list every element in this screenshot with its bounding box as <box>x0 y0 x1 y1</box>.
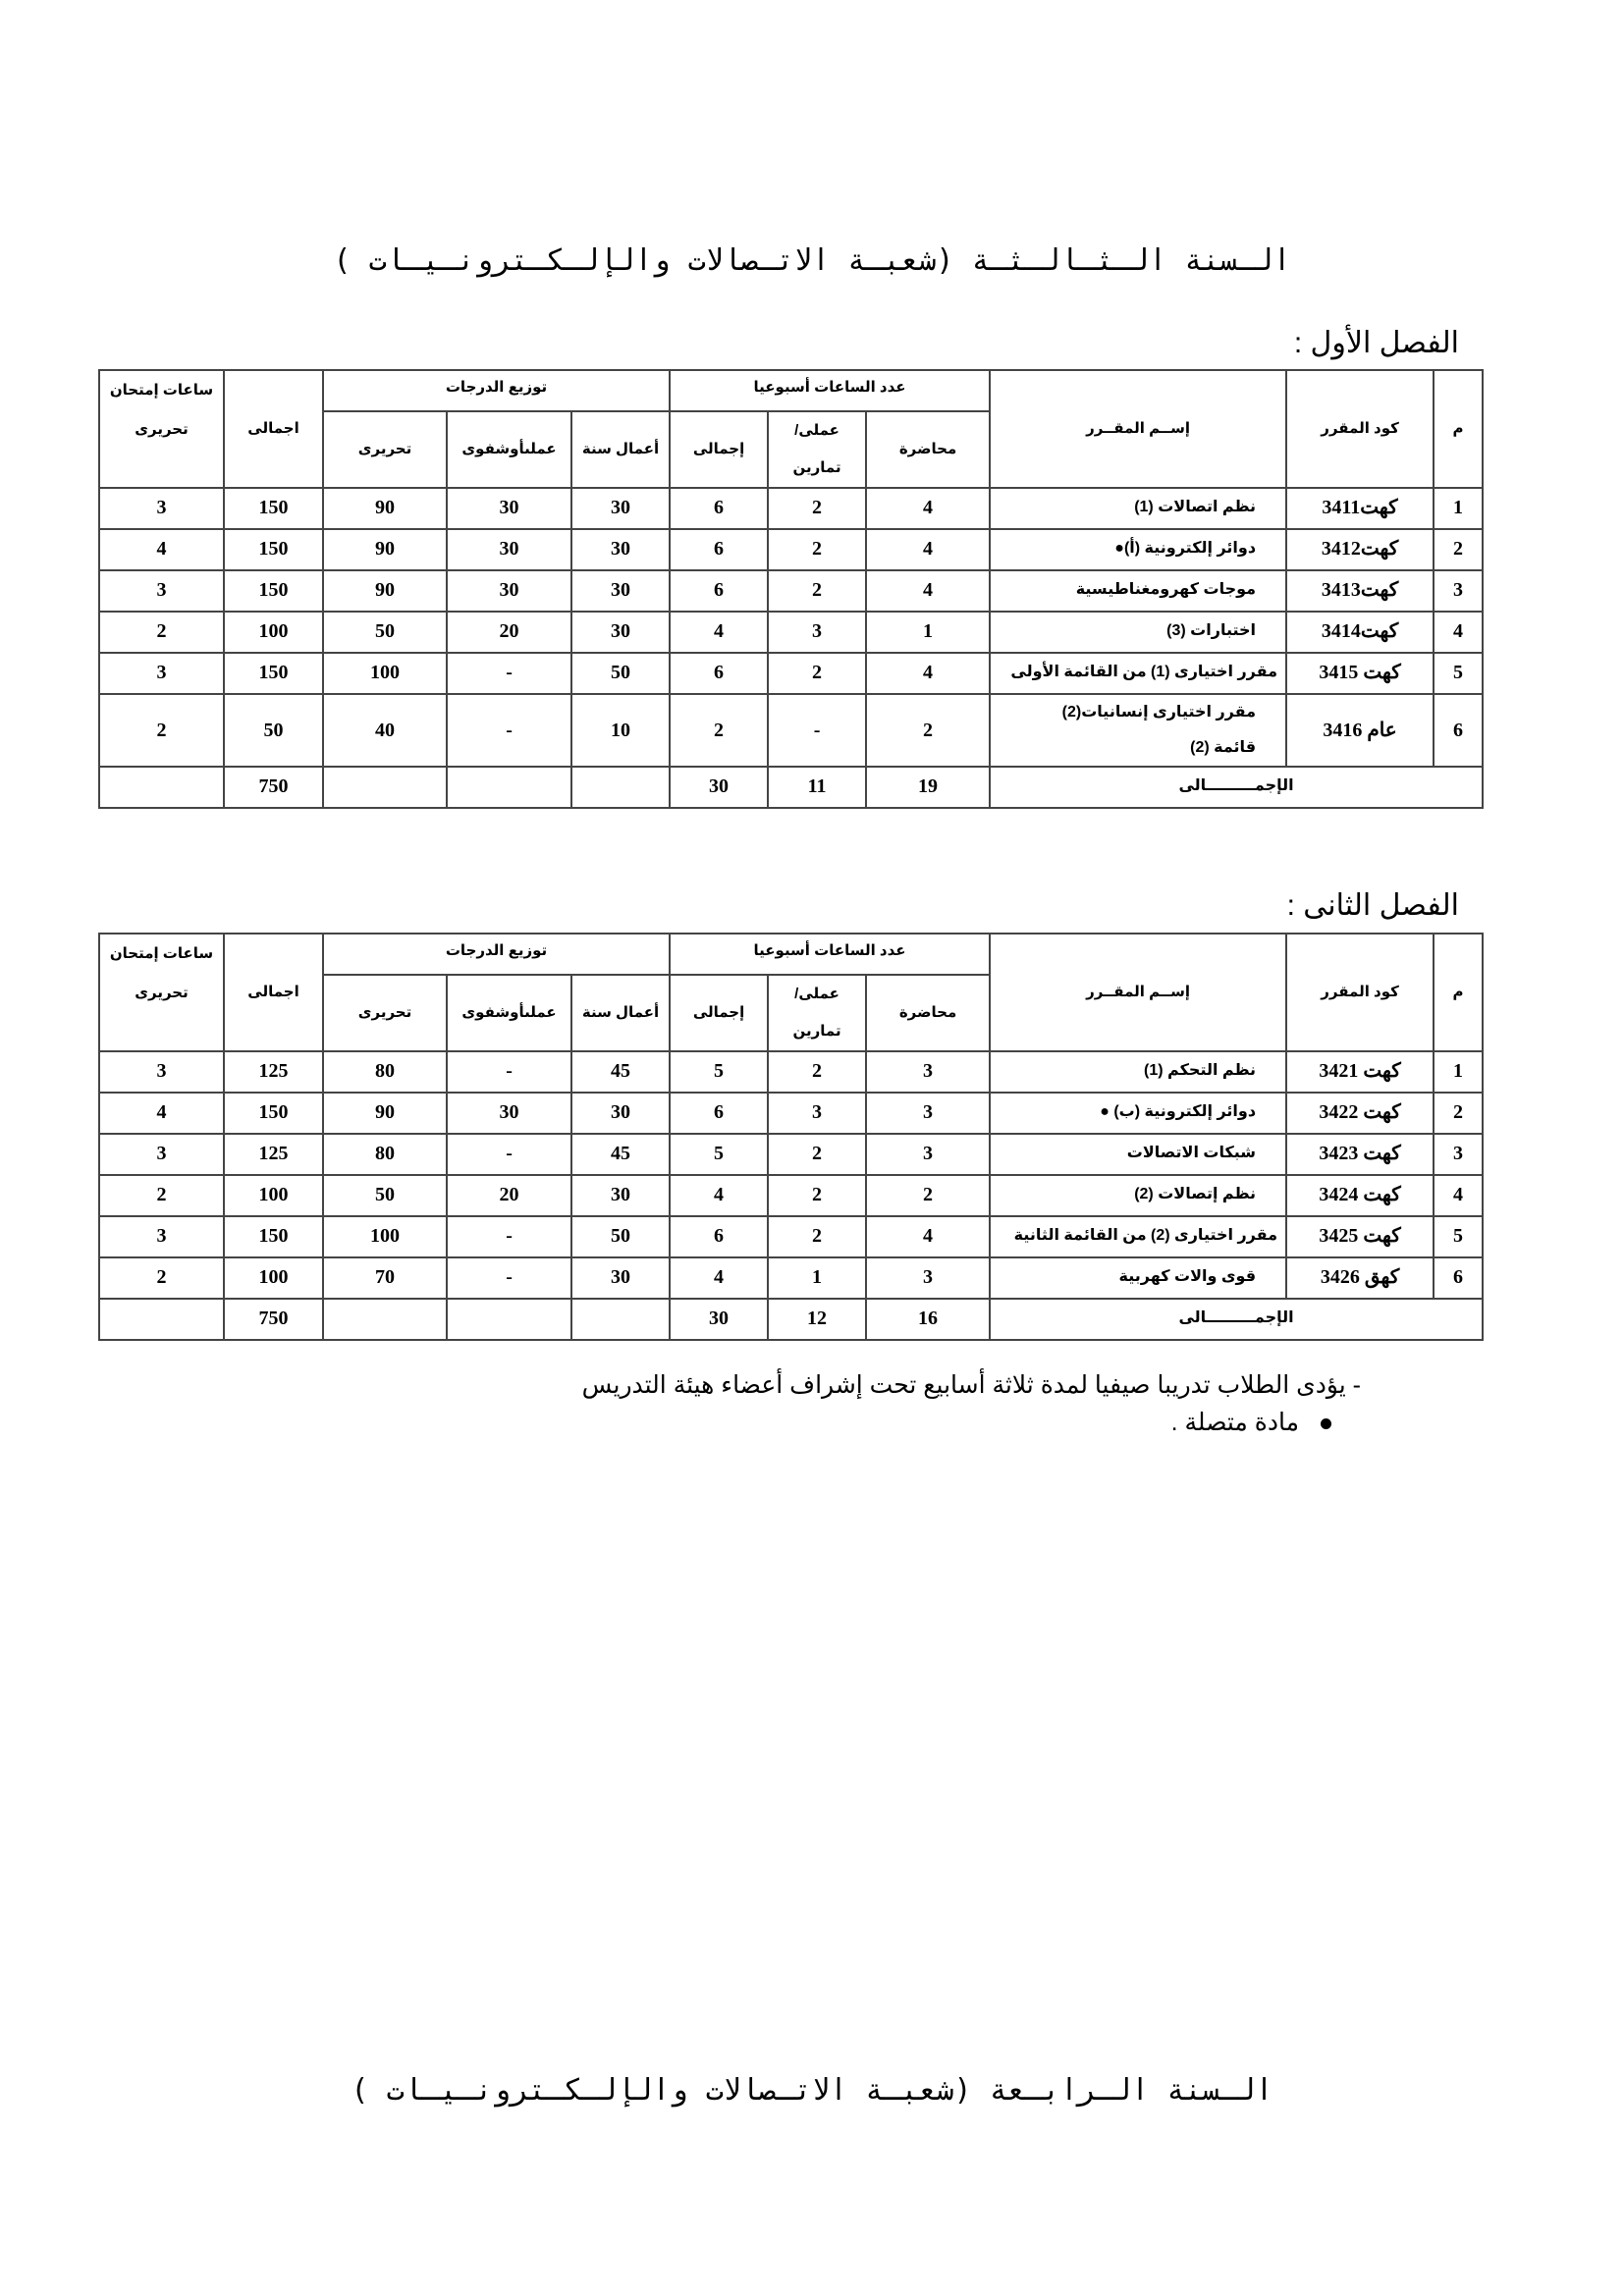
cell-num: 2 <box>1434 529 1483 570</box>
cell-grand-total: 100 <box>224 1257 323 1299</box>
cell-num: 4 <box>1434 612 1483 653</box>
cell-code: كهت3411 <box>1286 488 1434 529</box>
cell-exam-hours: 3 <box>99 1216 224 1257</box>
total-hours: 30 <box>670 767 768 808</box>
cell-written: 100 <box>323 1216 447 1257</box>
cell-code: كهت 3423 <box>1286 1134 1434 1175</box>
cell-lecture: 4 <box>866 653 990 694</box>
cell-year-work: 30 <box>571 529 670 570</box>
header-grand-total: اجمالى <box>224 370 323 488</box>
cell-written: 90 <box>323 488 447 529</box>
cell-code: كهت 3425 <box>1286 1216 1434 1257</box>
cell-year-work: 30 <box>571 1175 670 1216</box>
table-row <box>99 653 1483 694</box>
cell-exam-hours: 2 <box>99 612 224 653</box>
total-grand: 750 <box>224 767 323 808</box>
table-row <box>99 1216 1483 1257</box>
cell-name: نظم اتصالات (1) <box>990 488 1286 529</box>
header-practical-oral: عملىأوشفوى <box>447 975 571 1051</box>
cell-written: 90 <box>323 570 447 612</box>
cell-grand-total: 150 <box>224 570 323 612</box>
table-row <box>99 1134 1483 1175</box>
cell-practical: 2 <box>768 488 866 529</box>
cell-exam-hours: 3 <box>99 1134 224 1175</box>
cell-year-work: 30 <box>571 1093 670 1134</box>
header-written: تحريرى <box>323 975 447 1051</box>
total-year-work <box>571 1299 670 1340</box>
total-grand: 750 <box>224 1299 323 1340</box>
cell-grand-total: 100 <box>224 1175 323 1216</box>
cell-written: 90 <box>323 529 447 570</box>
cell-grand-total: 150 <box>224 1093 323 1134</box>
cell-code: كهت3412 <box>1286 529 1434 570</box>
cell-practical-oral: - <box>447 1134 571 1175</box>
total-hours: 30 <box>670 1299 768 1340</box>
cell-name: قوى والات كهربية <box>990 1257 1286 1299</box>
total-exam-hours <box>99 1299 224 1340</box>
cell-practical: - <box>768 694 866 767</box>
cell-lecture: 3 <box>866 1134 990 1175</box>
cell-code: عام 3416 <box>1286 694 1434 767</box>
cell-grand-total: 100 <box>224 612 323 653</box>
header-year-work: أعمال سنة <box>571 975 670 1051</box>
cell-lecture: 4 <box>866 529 990 570</box>
cell-year-work: 45 <box>571 1134 670 1175</box>
note-continuous-course <box>582 1404 1361 1441</box>
table-row <box>99 1051 1483 1093</box>
cell-practical: 2 <box>768 1134 866 1175</box>
cell-grand-total: 125 <box>224 1134 323 1175</box>
cell-hours-total: 6 <box>670 529 768 570</box>
header-exam-hours: ساعات إمتحان تحريرى <box>99 934 224 1051</box>
table-row <box>99 1175 1483 1216</box>
table-row <box>99 529 1483 570</box>
cell-exam-hours: 4 <box>99 529 224 570</box>
cell-written: 50 <box>323 1175 447 1216</box>
header-hours-total: إجمالى <box>670 411 768 488</box>
header-hours-total: إجمالى <box>670 975 768 1051</box>
cell-grand-total: 50 <box>224 694 323 767</box>
semester2-title: الفصل الثانى : <box>1286 889 1459 922</box>
semester1-table <box>98 369 1484 809</box>
cell-hours-total: 6 <box>670 653 768 694</box>
cell-practical: 1 <box>768 1257 866 1299</box>
note-training: - يؤدى الطلاب تدريبا صيفيا لمدة ثلاثة أسابيع تحت إشراف أعضاء هيئة التدريس <box>581 1371 1361 1399</box>
header-grand-total: اجمالى <box>224 934 323 1051</box>
cell-practical-oral: - <box>447 653 571 694</box>
header-num: م <box>1434 370 1483 488</box>
cell-practical: 3 <box>768 1093 866 1134</box>
cell-hours-total: 5 <box>670 1134 768 1175</box>
total-written <box>323 767 447 808</box>
cell-grand-total: 150 <box>224 653 323 694</box>
header-year-work: أعمال سنة <box>571 411 670 488</box>
total-row <box>99 1299 1483 1340</box>
cell-practical-oral: - <box>447 1051 571 1093</box>
cell-grand-total: 125 <box>224 1051 323 1093</box>
cell-code: كهت 3421 <box>1286 1051 1434 1093</box>
cell-hours-total: 5 <box>670 1051 768 1093</box>
total-year-work <box>571 767 670 808</box>
cell-exam-hours: 3 <box>99 653 224 694</box>
bullet-icon <box>1321 1418 1331 1429</box>
cell-hours-total: 4 <box>670 1257 768 1299</box>
cell-practical: 3 <box>768 612 866 653</box>
cell-code: كهت3414 <box>1286 612 1434 653</box>
cell-code: كهت3413 <box>1286 570 1434 612</box>
header-practical-oral: عملىأوشفوى <box>447 411 571 488</box>
cell-written: 100 <box>323 653 447 694</box>
total-lecture: 16 <box>866 1299 990 1340</box>
cell-practical-oral: 30 <box>447 570 571 612</box>
header-num: م <box>1434 934 1483 1051</box>
cell-practical: 2 <box>768 1175 866 1216</box>
cell-practical: 2 <box>768 529 866 570</box>
total-practical-oral <box>447 767 571 808</box>
total-practical-oral <box>447 1299 571 1340</box>
fourth-year-title: الـسنة الـرابـعة (شعبـة الاتـصالات والإلـكـترونـيـات ) <box>351 2073 1273 2108</box>
cell-lecture: 3 <box>866 1093 990 1134</box>
cell-lecture: 4 <box>866 1216 990 1257</box>
header-exam-hours: ساعات إمتحان تحريرى <box>99 370 224 488</box>
total-label: الإجمـــــــــالى <box>990 767 1483 808</box>
cell-year-work: 30 <box>571 570 670 612</box>
header-code: كود المقرر <box>1286 370 1434 488</box>
semester1-title: الفصل الأول : <box>1293 327 1459 359</box>
cell-name: نظم التحكم (1) <box>990 1051 1286 1093</box>
cell-practical: 2 <box>768 1216 866 1257</box>
cell-year-work: 30 <box>571 612 670 653</box>
header-name: إســم المقــرر <box>990 934 1286 1051</box>
cell-exam-hours: 2 <box>99 694 224 767</box>
cell-name <box>990 694 1286 767</box>
table-row <box>99 570 1483 612</box>
cell-practical-oral: - <box>447 1216 571 1257</box>
cell-code: كهق 3426 <box>1286 1257 1434 1299</box>
table-row <box>99 488 1483 529</box>
table-row <box>99 1093 1483 1134</box>
cell-year-work: 30 <box>571 1257 670 1299</box>
header-lecture: محاضرة <box>866 411 990 488</box>
cell-lecture: 3 <box>866 1051 990 1093</box>
cell-written: 50 <box>323 612 447 653</box>
cell-hours-total: 6 <box>670 1216 768 1257</box>
cell-name: مقرر اختيارى (2) من القائمة الثانية <box>990 1216 1286 1257</box>
header-grades: توزيع الدرجات <box>323 934 670 975</box>
cell-practical: 2 <box>768 570 866 612</box>
header-practical: عملى/ تمارين <box>768 975 866 1051</box>
cell-lecture: 2 <box>866 694 990 767</box>
cell-practical-oral: 30 <box>447 488 571 529</box>
cell-hours-total: 6 <box>670 488 768 529</box>
cell-lecture: 4 <box>866 570 990 612</box>
cell-num: 1 <box>1434 1051 1483 1093</box>
note-continuous-text: مادة متصلة . <box>1170 1409 1299 1436</box>
cell-exam-hours: 2 <box>99 1175 224 1216</box>
cell-lecture: 2 <box>866 1175 990 1216</box>
semester2-table <box>98 933 1484 1341</box>
total-practical: 11 <box>768 767 866 808</box>
cell-name: اختبارات (3) <box>990 612 1286 653</box>
table-row <box>99 612 1483 653</box>
cell-practical-oral: - <box>447 1257 571 1299</box>
cell-practical-oral: - <box>447 694 571 767</box>
total-lecture: 19 <box>866 767 990 808</box>
cell-grand-total: 150 <box>224 529 323 570</box>
header-practical: عملى/ تمارين <box>768 411 866 488</box>
total-row <box>99 767 1483 808</box>
cell-num: 3 <box>1434 1134 1483 1175</box>
total-written <box>323 1299 447 1340</box>
total-label: الإجمـــــــــالى <box>990 1299 1483 1340</box>
cell-grand-total: 150 <box>224 488 323 529</box>
cell-practical: 2 <box>768 1051 866 1093</box>
header-written: تحريرى <box>323 411 447 488</box>
cell-exam-hours: 3 <box>99 488 224 529</box>
cell-name: نظم إتصالات (2) <box>990 1175 1286 1216</box>
cell-name: موجات كهرومغناطيسية <box>990 570 1286 612</box>
cell-code: كهت 3422 <box>1286 1093 1434 1134</box>
table-row <box>99 1257 1483 1299</box>
third-year-title: الـسنة الـثـالـثـة (شعبـة الاتـصالات والإلـكـترونـيـات ) <box>333 243 1291 278</box>
table-row <box>99 694 1483 767</box>
cell-lecture: 4 <box>866 488 990 529</box>
header-weekly-hours: عدد الساعات أسبوعيا <box>670 370 990 411</box>
cell-practical-oral: 20 <box>447 612 571 653</box>
cell-exam-hours: 2 <box>99 1257 224 1299</box>
header-code: كود المقرر <box>1286 934 1434 1051</box>
cell-code: كهت 3424 <box>1286 1175 1434 1216</box>
cell-practical: 2 <box>768 653 866 694</box>
cell-name-line1: مقرر اختيارى إنسانيات(2) <box>1061 704 1257 721</box>
cell-year-work: 30 <box>571 488 670 529</box>
cell-code: كهت 3415 <box>1286 653 1434 694</box>
cell-exam-hours: 4 <box>99 1093 224 1134</box>
cell-num: 1 <box>1434 488 1483 529</box>
header-grades: توزيع الدرجات <box>323 370 670 411</box>
cell-written: 70 <box>323 1257 447 1299</box>
cell-year-work: 10 <box>571 694 670 767</box>
cell-name: دوائر إلكترونية (ب) ● <box>990 1093 1286 1134</box>
total-practical: 12 <box>768 1299 866 1340</box>
notes <box>582 1366 1361 1441</box>
cell-num: 4 <box>1434 1175 1483 1216</box>
cell-written: 80 <box>323 1051 447 1093</box>
cell-num: 3 <box>1434 570 1483 612</box>
total-exam-hours <box>99 767 224 808</box>
cell-name: دوائر إلكترونية (أ)● <box>990 529 1286 570</box>
cell-hours-total: 4 <box>670 1175 768 1216</box>
cell-hours-total: 4 <box>670 612 768 653</box>
cell-grand-total: 150 <box>224 1216 323 1257</box>
header-name: إســم المقــرر <box>990 370 1286 488</box>
cell-practical-oral: 30 <box>447 1093 571 1134</box>
cell-year-work: 50 <box>571 653 670 694</box>
cell-num: 5 <box>1434 653 1483 694</box>
cell-name: مقرر اختيارى (1) من القائمة الأولى <box>990 653 1286 694</box>
cell-hours-total: 6 <box>670 570 768 612</box>
cell-exam-hours: 3 <box>99 570 224 612</box>
cell-written: 90 <box>323 1093 447 1134</box>
cell-lecture: 3 <box>866 1257 990 1299</box>
cell-hours-total: 6 <box>670 1093 768 1134</box>
cell-num: 6 <box>1434 1257 1483 1299</box>
cell-exam-hours: 3 <box>99 1051 224 1093</box>
cell-hours-total: 2 <box>670 694 768 767</box>
cell-name: شبكات الاتصالات <box>990 1134 1286 1175</box>
cell-name-line2: قائمة (2) <box>1190 739 1257 756</box>
cell-practical-oral: 30 <box>447 529 571 570</box>
cell-num: 6 <box>1434 694 1483 767</box>
cell-lecture: 1 <box>866 612 990 653</box>
cell-num: 5 <box>1434 1216 1483 1257</box>
header-weekly-hours: عدد الساعات أسبوعيا <box>670 934 990 975</box>
cell-num: 2 <box>1434 1093 1483 1134</box>
header-lecture: محاضرة <box>866 975 990 1051</box>
cell-written: 40 <box>323 694 447 767</box>
cell-year-work: 45 <box>571 1051 670 1093</box>
cell-practical-oral: 20 <box>447 1175 571 1216</box>
cell-written: 80 <box>323 1134 447 1175</box>
cell-year-work: 50 <box>571 1216 670 1257</box>
